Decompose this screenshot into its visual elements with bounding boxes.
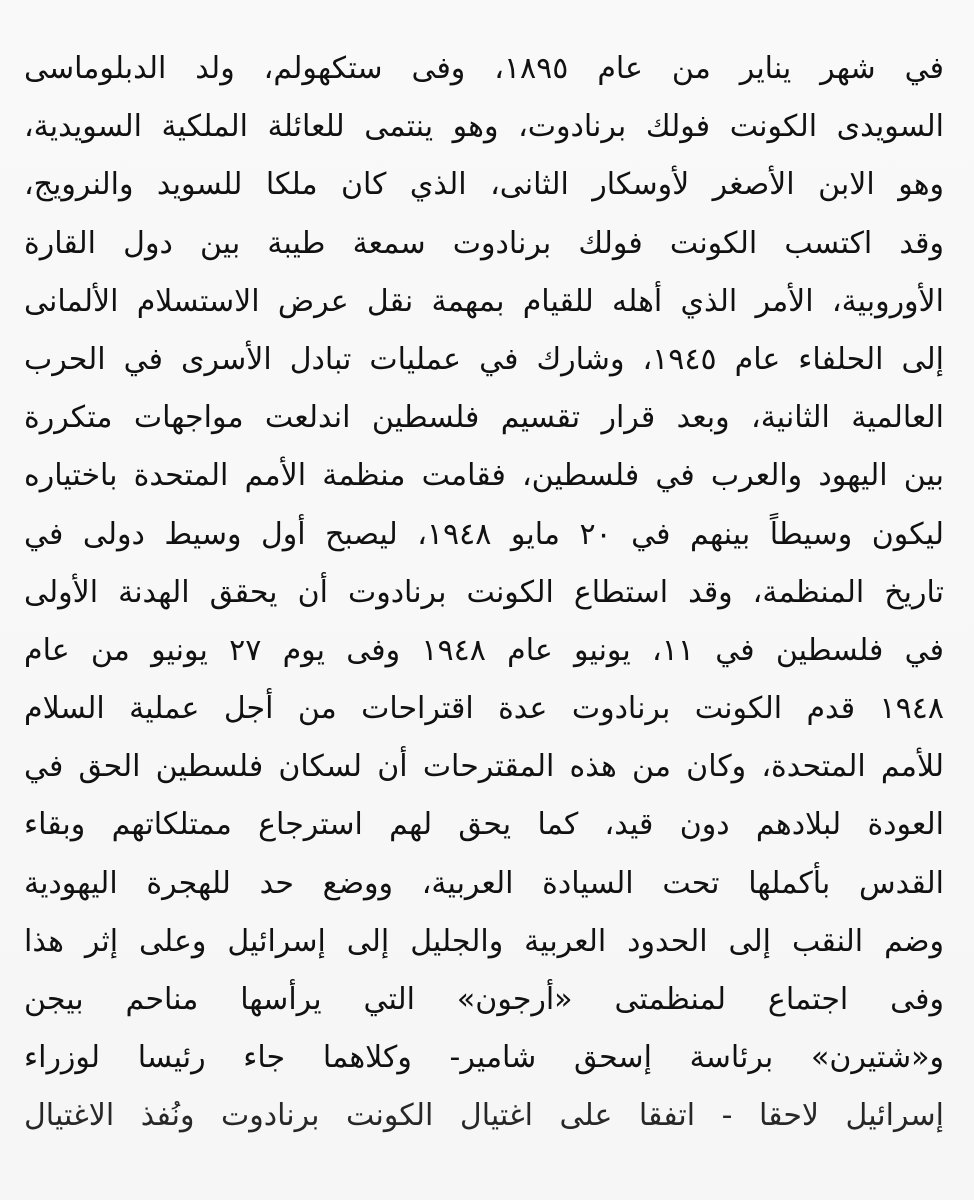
text-line: السويدى الكونت فولك برنادوت، وهو ينتمى للعائلة الملكية السويدية، bbox=[24, 109, 944, 145]
text-line: القدس بأكملها تحت السيادة العربية، ووضع حد للهجرة اليهودية bbox=[24, 865, 944, 901]
text-line: وقد اكتسب الكونت فولك برنادوت سمعة طيبة بين دول القارة bbox=[24, 225, 944, 261]
text-line: العودة لبلادهم دون قيد، كما يحق لهم استرجاع ممتلكاتهم وبقاء bbox=[24, 807, 944, 843]
text-line: ليكون وسيطاً بينهم في ٢٠ مايو ١٩٤٨، ليصبح أول وسيط دولى في bbox=[24, 516, 944, 552]
text-line: في شهر يناير من عام ١٨٩٥، وفى ستكهولم، ولد الدبلوماسى bbox=[24, 51, 944, 86]
text-line: الأوروبية، الأمر الذي أهله للقيام بمهمة نقل عرض الاستسلام الألمانى bbox=[24, 283, 944, 319]
article-text bbox=[24, 40, 944, 1146]
text-line: إلى الحلفاء عام ١٩٤٥، وشارك في عمليات تبادل الأسرى في الحرب bbox=[24, 341, 944, 377]
text-line: بين اليهود والعرب في فلسطين، فقامت منظمة الأمم المتحدة باختياره bbox=[24, 458, 944, 494]
text-line: وضم النقب إلى الحدود العربية والجليل إلى إسرائيل وعلى إثر هذا bbox=[24, 923, 944, 959]
text-line: العالمية الثانية، وبعد قرار تقسيم فلسطين اندلعت مواجهات متكررة bbox=[24, 400, 944, 436]
text-line: إسرائيل لاحقا - اتفقا على اغتيال الكونت برنادوت ونُفذ الاغتيال bbox=[24, 1098, 944, 1134]
text-line: في فلسطين في ١١، يونيو عام ١٩٤٨ وفى يوم ٢٧ يونيو من عام bbox=[24, 632, 944, 668]
text-line: ١٩٤٨ قدم الكونت برنادوت عدة اقتراحات من أجل عملية السلام bbox=[24, 691, 944, 727]
text-line: وفى اجتماع لمنظمتى «أرجون» التي يرأسها مناحم بيجن bbox=[24, 982, 944, 1017]
text-line: للأمم المتحدة، وكان من هذه المقترحات أن لسكان فلسطين الحق في bbox=[24, 749, 944, 785]
text-line: وهو الابن الأصغر لأوسكار الثانى، الذي كان ملكا للسويد والنرويج، bbox=[24, 167, 944, 203]
text-line: تاريخ المنظمة، وقد استطاع الكونت برنادوت أن يحقق الهدنة الأولى bbox=[24, 574, 944, 610]
text-line: و«شتيرن» برئاسة إسحق شامير- وكلاهما جاء رئيسا لوزراء bbox=[24, 1040, 944, 1076]
